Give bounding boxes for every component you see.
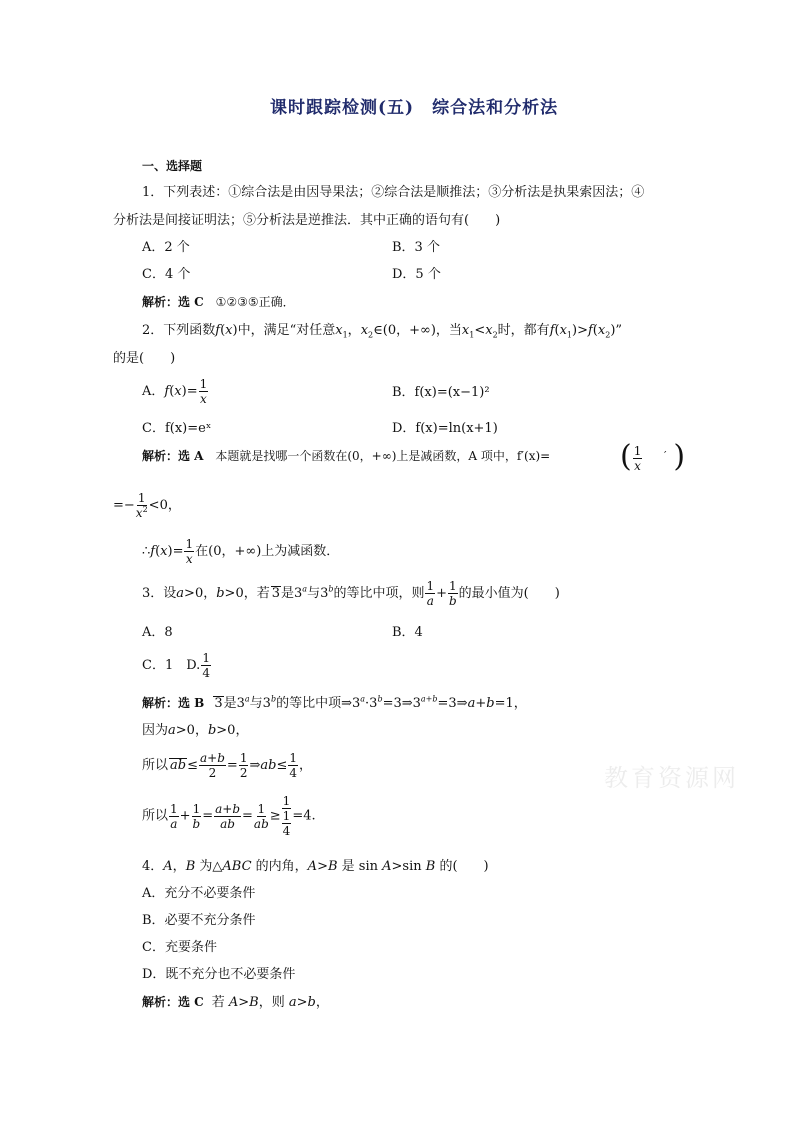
fraction: $\frac{1}{a}$ bbox=[170, 801, 178, 831]
fraction: $\frac{1}{4}$ bbox=[202, 651, 210, 680]
derivative-expression: ( $\frac{1}{x}$ ) bbox=[620, 439, 686, 474]
q3-option-a: A．8 bbox=[142, 625, 173, 640]
q1-option-b: B．3 个 bbox=[392, 240, 440, 255]
fraction: $\frac{1}{x}$ bbox=[633, 443, 642, 473]
q3-answer-line2: 因为a>0，b>0， bbox=[142, 723, 249, 738]
page-title: 课时跟踪检测(五) 综合法和分析法 bbox=[270, 98, 559, 118]
fraction: $\frac{a+b}{ab}$ bbox=[215, 801, 241, 831]
fraction: $\frac{1}{x^2}$ bbox=[135, 491, 148, 520]
q1-stem-line1: 1．下列表述：①综合法是由因导果法；②综合法是顺推法；③分析法是执果索因法；④ bbox=[142, 185, 645, 200]
q4-option-d: D．既不充分也不必要条件 bbox=[142, 967, 296, 982]
fraction: $\frac{1}{ab}$ bbox=[253, 801, 269, 831]
q4-answer: 解析：选 C 若 A>B，则 a>b， bbox=[142, 995, 329, 1010]
answer-label: 解析：选 C bbox=[142, 995, 204, 1009]
q1-answer bbox=[142, 296, 295, 308]
q1-option-c: C．4 个 bbox=[142, 267, 191, 282]
q3-answer-line1: 解析：选 B 3是3$^a$与3$^b$的等比中项$\Rightarrow 3^a\cdot 3^b=3\Rightarrow 3^{a+b}=3\Rightarrow a+b=1$， bbox=[142, 694, 527, 711]
q4-stem: 4．A，B 为△ABC 的内角，A>B 是 sin A>sin B 的( ) bbox=[142, 859, 489, 874]
section-heading: 一、选择题 bbox=[142, 159, 203, 173]
fraction: $\frac{1}{b}$ bbox=[449, 579, 457, 608]
q1-option-a: A．2 个 bbox=[142, 240, 190, 255]
q4-option-c: C．充要条件 bbox=[142, 940, 217, 955]
q2-stem-line1: 2．下列函数f(x)中，满足“对任意$x_1$，$x_2\in(0$，+∞)，当$x_1<x_2$时，都有$f(x_1)>f(x_2)$” bbox=[142, 323, 623, 340]
fraction: $\frac{1}{4}$ bbox=[289, 751, 297, 780]
fraction: $\frac{1}{2}$ bbox=[239, 751, 248, 780]
q4-option-b: B．必要不充分条件 bbox=[142, 913, 256, 928]
q2-stem-line2: 的是( ) bbox=[113, 351, 176, 366]
answer-text: ①②③⑤正确． bbox=[215, 295, 295, 309]
fraction: $\frac{1}{x}$ bbox=[185, 537, 194, 566]
q2-option-a: A．f(x)= $\frac{1}{x}$ bbox=[142, 377, 208, 406]
q2-answer bbox=[142, 450, 550, 462]
answer-label: 解析：选 B bbox=[142, 696, 205, 710]
q2-answer-line2: =− $\frac{1}{x^2}$ <0， bbox=[113, 491, 181, 520]
q3-option-b: B．4 bbox=[392, 625, 423, 640]
q4-option-a: A．充分不必要条件 bbox=[142, 886, 256, 901]
answer-label: 解析：选 A bbox=[142, 449, 204, 463]
answer-label: 解析：选 C bbox=[142, 295, 204, 309]
q2-option-c: C．f(x)=eˣ bbox=[142, 421, 212, 436]
q3-stem: 3．设a>0，b>0，若 3是3$^a$与3$^b$的等比中项，则 $\frac{1}{a}$ + $\frac{1}{b}$ 的最小值为( ) bbox=[142, 579, 560, 608]
q1-option-d: D．5 个 bbox=[392, 267, 441, 282]
prime-mark: ′ bbox=[664, 449, 667, 462]
q3-answer-line4: 所以 $\frac{1}{a}$ + $\frac{1}{b}$ = $\frac{a+b}{ab}$ = $\frac{1}{ab}$ ≥ $\frac{1}{\frac{1}{4}}$ =4. bbox=[142, 794, 316, 838]
fraction: $\frac{1}{a}$ bbox=[426, 579, 435, 608]
answer-text: 本题就是找哪一个函数在(0，+∞)上是减函数，A 项中，f′(x)= bbox=[215, 449, 551, 463]
q2-option-d: D．f(x)=ln(x+1) bbox=[392, 421, 498, 436]
fraction: $\frac{a+b}{2}$ bbox=[200, 751, 225, 780]
watermark: 教育资源网 bbox=[604, 764, 739, 792]
fraction: $\frac{1}{b}$ bbox=[192, 801, 201, 831]
q2-answer-line3: ∴f(x)= $\frac{1}{x}$ 在(0，+∞)上为减函数． bbox=[142, 537, 340, 566]
q1-stem-line2: 分析法是间接证明法；⑤分析法是逆推法．其中正确的语句有( ) bbox=[113, 213, 501, 228]
q3-answer-line3: 所以 ab≤ $\frac{a+b}{2}$ = $\frac{1}{2}$ ⇒ab≤ $\frac{1}{4}$ ， bbox=[142, 751, 312, 780]
fraction: $\frac{1}{x}$ bbox=[199, 377, 208, 406]
q3-option-cd bbox=[142, 652, 212, 679]
q2-option-b: B．f(x)=(x−1)² bbox=[392, 385, 490, 400]
fraction: $\frac{1}{\frac{1}{4}}$ bbox=[282, 794, 291, 838]
q3-option-c-text: C．1 D. bbox=[142, 658, 201, 673]
